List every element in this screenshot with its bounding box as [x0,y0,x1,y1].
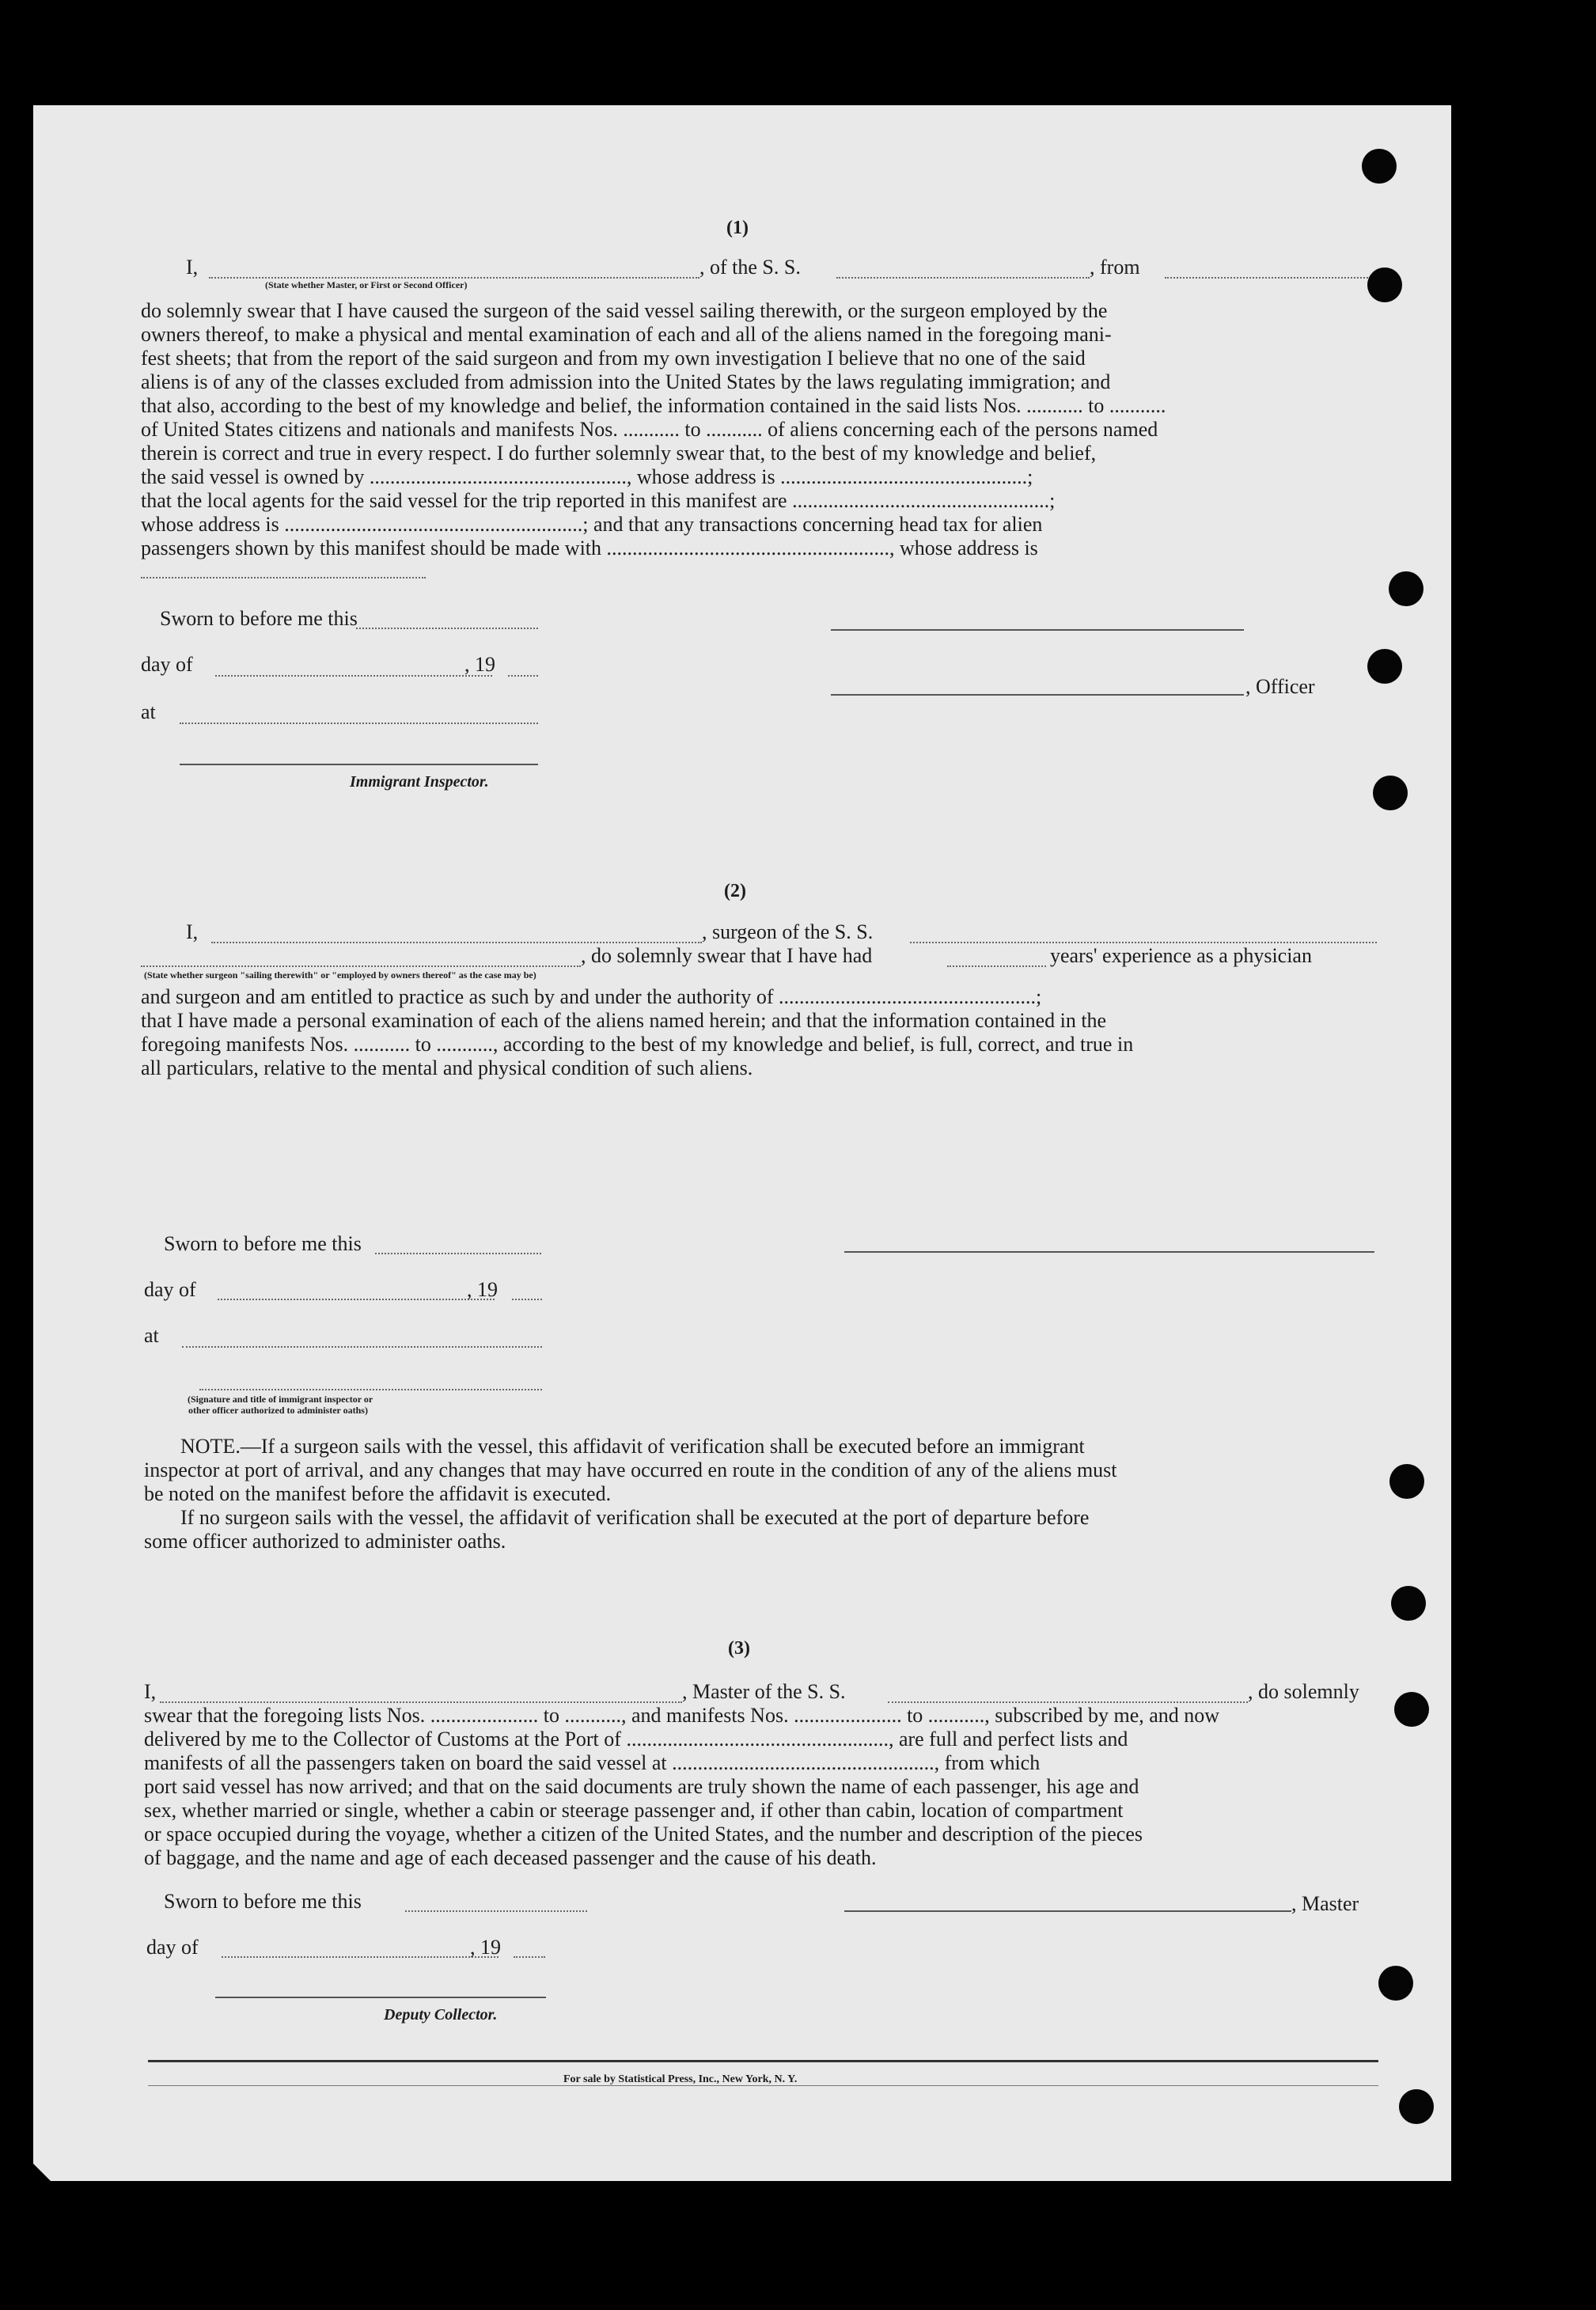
s1-day-label: day of [141,653,193,676]
s1-inspector-signature-line[interactable] [180,764,538,765]
footer-imprint: For sale by Statistical Press, Inc., New York, N. Y. [563,2073,798,2085]
s1-year-label: , 19 [464,653,495,676]
section-1-number: (1) [726,218,749,238]
s3-year-blank[interactable] [514,1956,545,1958]
s2-name-blank[interactable] [211,942,702,943]
punch-hole [1389,1464,1424,1499]
s1-address-blank[interactable] [141,577,426,578]
s2-note [144,1435,1375,1553]
s2-line: all particulars, relative to the mental and physical condition of such aliens. [141,1056,753,1079]
s3-line: of baggage, and the name and age of each deceased passenger and the cause of his death. [144,1846,877,1869]
s3-day-blank[interactable] [222,1956,499,1958]
s2-i: I, [186,920,199,943]
s1-line: passengers shown by this manifest should be made with ......................................................., whose address is [141,537,1038,559]
punch-hole [1391,1586,1426,1621]
s3-master-label: , Master [1291,1892,1359,1915]
s2-day-blank[interactable] [218,1299,495,1300]
s3-day-label: day of [146,1936,199,1959]
s1-line: fest sheets; that from the report of the said surgeon and from my own investigation I believe that no one of the said [141,347,1086,370]
s1-line: that also, according to the best of my knowledge and belief, the information contained in the said lists Nos. ........... to ........... [141,394,1166,417]
s1-line: that the local agents for the said vessel for the trip reported in this manifest are ..................................................; [141,489,1056,512]
s1-day-blank[interactable] [215,675,492,677]
s1-line: aliens is of any of the classes excluded from admission into the United States by the laws regulating immigration; and [141,370,1111,393]
s3-master-signature-line[interactable] [844,1910,1291,1912]
s3-line: delivered by me to the Collector of Customs at the Port of ..................................................., are full and perfect lists and [144,1728,1128,1751]
s1-officer-label: , Officer [1245,675,1315,698]
s1-of-ss: , of the S. S. [699,256,801,279]
s3-line: sex, whether married or single, whether a cabin or steerage passenger and, if other than cabin, location of compartment [144,1799,1124,1822]
s1-line: the said vessel is owned by .................................................., whose address is ................................................; [141,465,1033,488]
s2-at-blank[interactable] [182,1346,542,1348]
s1-i: I, [186,256,199,279]
s1-at-blank[interactable] [180,723,538,724]
s3-deputy-label: Deputy Collector. [384,2006,498,2024]
s3-line: port said vessel has now arrived; and that on the said documents are truly shown the name of each passenger, his age and [144,1775,1139,1798]
section-3-number: (3) [728,1638,750,1659]
s1-ship-blank[interactable] [836,277,1090,279]
punch-hole [1373,776,1408,810]
s1-sworn-blank[interactable] [356,628,538,629]
s2-surgeon-of: , surgeon of the S. S. [702,920,874,943]
s1-officer-title-line[interactable] [831,694,1244,696]
s3-do-solemnly: , do solemnly [1248,1680,1359,1703]
punch-hole [1389,571,1424,606]
s1-name-blank[interactable] [209,277,699,279]
s2-day-label: day of [144,1278,196,1301]
s3-sworn-label: Sworn to before me this [164,1890,362,1913]
s1-inspector-label: Immigrant Inspector. [350,773,489,791]
section-2-number: (2) [724,881,746,901]
s1-line: do solemnly swear that I have caused the surgeon of the said vessel sailing therewith, or the surgeon employed by the [141,299,1108,322]
s2-paragraph [141,985,1372,1080]
s3-sworn-blank[interactable] [405,1910,587,1912]
s1-sworn-label: Sworn to before me this [160,607,358,630]
s3-i: I, [144,1680,157,1703]
s1-paragraph [141,299,1372,560]
s3-line: or space occupied during the voyage, whether a citizen of the United States, and the number and description of the pieces [144,1823,1143,1845]
s2-sworn-label: Sworn to before me this [164,1232,362,1255]
s1-line: of United States citizens and nationals and manifests Nos. ........... to ........... of aliens concerning each of the persons named [141,418,1158,441]
s3-collector-signature-line[interactable] [215,1997,546,1998]
s3-master-of: , Master of the S. S. [682,1680,846,1703]
punch-hole [1399,2089,1434,2124]
punch-hole [1378,1966,1413,2001]
s3-year-label: , 19 [470,1936,501,1959]
s1-year-blank[interactable] [508,675,538,677]
footer-rule-2 [148,2085,1378,2086]
footer-rule [148,2060,1378,2062]
s3-line: swear that the foregoing lists Nos. ..................... to ..........., and manifests Nos. ..................... to ..........., subscribed by me, and now [144,1704,1220,1727]
s2-line: that I have made a personal examination of each of the aliens named herein; and that the information contained in the [141,1009,1107,1032]
s2-line: foregoing manifests Nos. ........... to ..........., according to the best of my knowledge and belief, is full, correct, and true in [141,1033,1134,1056]
s2-ship-blank[interactable] [910,942,1377,943]
s2-line: and surgeon and am entitled to practice as such by and under the authority of ..................................................; [141,985,1042,1008]
s2-signature-blank[interactable] [199,1389,542,1390]
s3-name-blank[interactable] [160,1701,682,1703]
s1-line: owners thereof, to make a physical and mental examination of each and all of the aliens named in the foregoing mani- [141,323,1112,346]
s1-line: whose address is ..........................................................; and that any transactions concerning head tax for alien [141,513,1043,536]
s2-years: years' experience as a physician [1050,944,1312,967]
s2-name-blank-2[interactable] [141,965,581,967]
s2-note-line: be noted on the manifest before the affidavit is executed. [144,1482,612,1505]
s3-line: manifests of all the passengers taken on board the said vessel at ..................................................., from which [144,1751,1041,1774]
punch-hole [1367,267,1402,302]
s2-years-blank[interactable] [947,965,1046,967]
s3-paragraph [144,1704,1375,1870]
s2-surgeon-signature-line[interactable] [844,1251,1374,1253]
s1-officer-signature-line[interactable] [831,629,1244,631]
s2-year-label: , 19 [467,1278,498,1301]
s1-at-label: at [141,700,156,723]
s2-swear: , do solemnly swear that I have had [581,944,873,967]
s2-note-line: some officer authorized to administer oaths. [144,1530,506,1553]
s3-ship-blank[interactable] [888,1701,1248,1703]
punch-hole [1367,649,1402,684]
s2-note-line: NOTE.—If a surgeon sails with the vessel, this affidavit of verification shall be executed before an immigrant [180,1435,1085,1458]
s1-from: , from [1090,256,1140,279]
s1-line: therein is correct and true in every respect. I do further solemnly swear that, to the best of my knowledge and belief, [141,442,1097,465]
s1-from-blank[interactable] [1165,277,1370,279]
s2-at-label: at [144,1324,159,1347]
s2-sig-note-1: (Signature and title of immigrant inspector or [188,1394,373,1405]
manifest-affidavit-page [33,105,1451,2181]
s2-year-blank[interactable] [512,1299,542,1300]
punch-hole [1394,1692,1429,1727]
s2-sworn-blank[interactable] [375,1253,541,1254]
s2-note-line: If no surgeon sails with the vessel, the affidavit of verification shall be executed at the port of departure before [180,1506,1090,1529]
punch-hole [1362,149,1397,184]
s1-state-note: (State whether Master, or First or Second Officer) [265,279,468,290]
s2-state-note: (State whether surgeon "sailing therewith" or "employed by owners thereof" as the case may be) [144,969,536,981]
s2-sig-note-2: other officer authorized to administer oaths) [188,1405,368,1416]
s2-note-line: inspector at port of arrival, and any changes that may have occurred en route in the condition of any of the aliens must [144,1458,1117,1481]
